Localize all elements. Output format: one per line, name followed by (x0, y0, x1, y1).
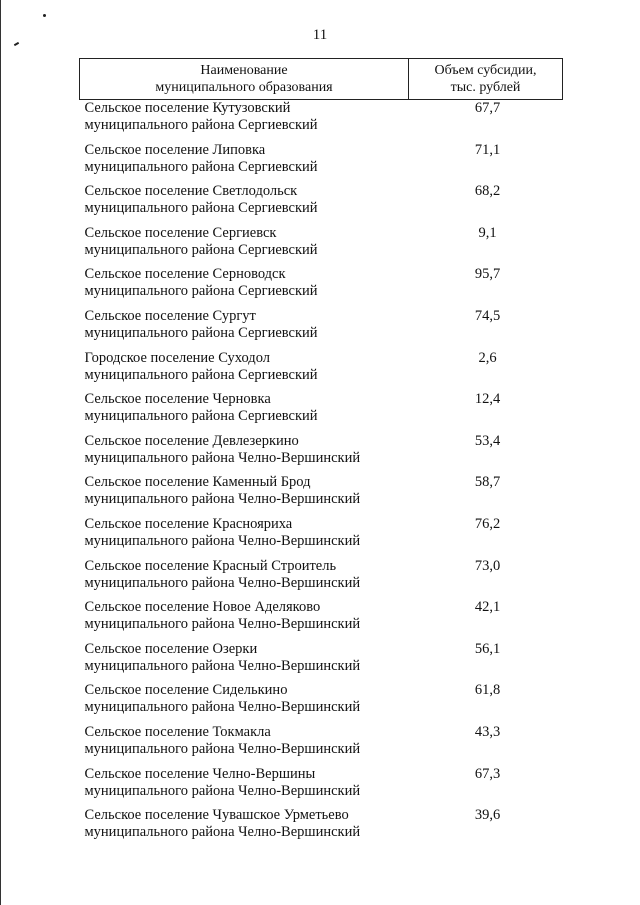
subsidy-amount-cell: 67,7 (474, 100, 501, 116)
table-row (80, 391, 563, 433)
subsidy-amount-cell: 12,4 (474, 391, 501, 408)
table-row (80, 516, 563, 558)
subsidy-amount-cell: 39,6 (474, 807, 501, 824)
municipality-cell (80, 225, 409, 267)
municipality-cell (80, 350, 409, 392)
municipality-name-line-1: Сельское поселение Серноводск (84, 266, 286, 283)
subsidy-table-container (79, 58, 562, 849)
municipality-name-line-2: муниципального района Сергиевский (84, 200, 318, 217)
municipality-cell (80, 724, 409, 766)
table-row (80, 350, 563, 392)
table-row (80, 599, 563, 641)
municipality-cell (80, 433, 409, 475)
municipality-name-line-1: Сельское поселение Челно-Вершины (84, 765, 316, 782)
municipality-name-line-1: Сельское поселение Каменный Брод (84, 474, 311, 491)
subsidy-amount-cell: 71,1 (474, 141, 501, 158)
municipality-name-line-2: муниципального района Сергиевский (84, 117, 318, 133)
municipality-cell (80, 100, 409, 142)
municipality-name-line-2: муниципального района Челно-Вершинский (84, 782, 361, 799)
table-row (80, 225, 563, 267)
municipality-cell (80, 308, 409, 350)
subsidy-amount-cell: 67,3 (474, 765, 501, 782)
municipality-name-line-1: Сельское поселение Светлодольск (84, 183, 298, 200)
municipality-cell (80, 142, 409, 184)
subsidy-amount-cell: 73,0 (474, 557, 501, 574)
header-amount-line-2: тыс. рублей (450, 80, 521, 95)
subsidy-amount-cell: 74,5 (474, 307, 501, 324)
municipality-name-line-2: муниципального района Сергиевский (84, 366, 318, 383)
municipality-name-line-2: муниципального района Челно-Вершинский (84, 657, 361, 674)
subsidy-amount-cell: 58,7 (474, 474, 501, 491)
municipality-cell (80, 391, 409, 433)
municipality-name-line-1: Сельское поселение Чувашское Урметьево (84, 807, 349, 824)
municipality-name-line-1: Сельское поселение Краснояриха (84, 515, 293, 532)
header-subsidy-amount (409, 59, 563, 100)
header-row (80, 59, 563, 100)
table-row (80, 558, 563, 600)
municipality-cell (80, 682, 409, 724)
subsidy-amount-cell: 42,1 (474, 599, 501, 616)
municipality-name-line-1: Сельское поселение Сиделькино (84, 682, 288, 699)
table-row (80, 433, 563, 475)
table-row (80, 474, 563, 516)
table-row (80, 100, 563, 142)
municipality-name-line-1: Сельское поселение Девлезеркино (84, 432, 299, 449)
municipality-cell (80, 516, 409, 558)
subsidy-amount-cell: 56,1 (474, 640, 501, 657)
subsidy-amount-cell: 53,4 (474, 432, 501, 449)
table-row (80, 682, 563, 724)
table-header (80, 59, 563, 100)
header-municipality-line-2: муниципального образования (155, 80, 333, 95)
municipality-name-line-2: муниципального района Челно-Вершинский (84, 740, 361, 757)
subsidy-amount-cell: 76,2 (474, 515, 501, 532)
subsidy-amount-cell: 95,7 (474, 266, 501, 283)
municipality-name-line-2: муниципального района Сергиевский (84, 241, 318, 258)
municipality-name-line-2: муниципального района Сергиевский (84, 324, 318, 341)
table-row (80, 807, 563, 849)
municipality-name-line-1: Сельское поселение Черновка (84, 391, 271, 408)
municipality-name-line-2: муниципального района Челно-Вершинский (84, 491, 361, 508)
municipality-name-line-2: муниципального района Сергиевский (84, 158, 318, 175)
municipality-name-line-1: Сельское поселение Кутузовский (84, 100, 291, 116)
municipality-name-line-1: Сельское поселение Токмакла (84, 723, 271, 740)
subsidy-amount-cell: 68,2 (474, 183, 501, 200)
table-row (80, 641, 563, 683)
municipality-name-line-2: муниципального района Сергиевский (84, 408, 318, 425)
table-body (80, 100, 563, 849)
scan-edge-line (0, 0, 1, 905)
table-row (80, 142, 563, 184)
municipality-name-line-2: муниципального района Челно-Вершинский (84, 616, 361, 633)
municipality-name-line-2: муниципального района Сергиевский (84, 283, 318, 300)
municipality-cell (80, 183, 409, 225)
municipality-cell (80, 558, 409, 600)
header-municipality (80, 59, 409, 100)
municipality-name-line-1: Сельское поселение Сергиевск (84, 224, 277, 241)
header-amount-line-1: Объем субсидии, (434, 63, 537, 78)
table-row (80, 724, 563, 766)
municipality-name-line-2: муниципального района Челно-Вершинский (84, 449, 361, 466)
municipality-name-line-2: муниципального района Челно-Вершинский (84, 699, 361, 716)
municipality-cell (80, 266, 409, 308)
table-row (80, 766, 563, 808)
municipality-cell (80, 474, 409, 516)
subsidy-table (79, 58, 563, 849)
subsidy-amount-cell: 2,6 (478, 349, 497, 366)
municipality-cell (80, 641, 409, 683)
municipality-name-line-1: Сельское поселение Липовка (84, 141, 266, 158)
municipality-name-line-1: Городское поселение Суходол (84, 349, 270, 366)
municipality-name-line-2: муниципального района Челно-Вершинский (84, 574, 361, 591)
scan-speck (43, 14, 46, 17)
municipality-cell (80, 766, 409, 808)
page-number: 11 (312, 27, 328, 43)
municipality-name-line-2: муниципального района Челно-Вершинский (84, 824, 361, 841)
municipality-name-line-2: муниципального района Челно-Вершинский (84, 532, 361, 549)
municipality-name-line-1: Сельское поселение Озерки (84, 640, 258, 657)
table-row (80, 183, 563, 225)
municipality-cell (80, 599, 409, 641)
municipality-name-line-1: Сельское поселение Новое Аделяково (84, 599, 321, 616)
table-row (80, 308, 563, 350)
municipality-name-line-1: Сельское поселение Красный Строитель (84, 557, 337, 574)
subsidy-amount-cell: 9,1 (478, 224, 497, 241)
header-municipality-line-1: Наименование (200, 63, 288, 78)
table-row (80, 266, 563, 308)
subsidy-amount-cell: 61,8 (474, 682, 501, 699)
municipality-name-line-1: Сельское поселение Сургут (84, 307, 256, 324)
subsidy-amount-cell: 43,3 (474, 723, 501, 740)
municipality-cell (80, 807, 409, 849)
